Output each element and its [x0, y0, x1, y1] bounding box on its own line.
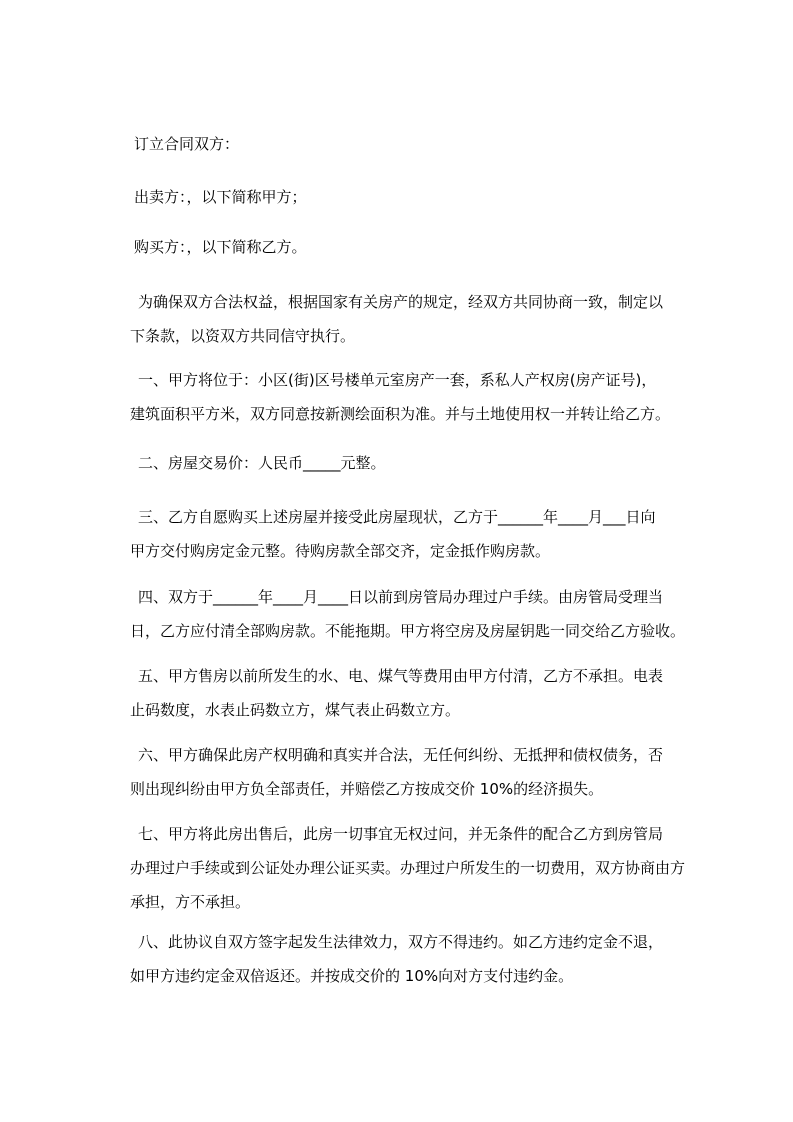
paragraph-line: 办理过户手续或到公证处办理公证买卖。办理过户所发生的一切费用，双方协商由方	[130, 859, 686, 877]
clause-5-utility-fees	[130, 659, 694, 727]
contract-parties-heading-text: 订立合同双方：	[134, 135, 240, 153]
clause-3-deposit	[130, 500, 694, 568]
paragraph-line: 为确保双方合法权益，根据国家有关房产的规定，经双方共同协商一致，制定以	[138, 293, 664, 311]
paragraph-line: 建筑面积平方米，双方同意按新测绘面积为准。并与土地使用权一并转让给乙方。	[130, 405, 671, 423]
paragraph-line: 止码数度，水表止码数立方，煤气表止码数立方。	[130, 701, 461, 719]
paragraph-line: 承担，方不承担。	[130, 893, 251, 911]
paragraph-line: 六、甲方确保此房产权明确和真实并合法，无任何纠纷、无抵押和债权债务，否	[138, 746, 664, 764]
paragraph-line: 一、甲方将位于：小区(街)区号楼单元室房产一套，系私人产权房(房产证号)，	[138, 371, 657, 389]
buyer-line	[134, 230, 694, 264]
paragraph-line: 甲方交付购房定金元整。待购房款全部交齐，定金抵作购房款。	[130, 542, 551, 560]
clause-6-title-guarantee	[130, 738, 694, 806]
clause-4-transfer-procedures	[130, 580, 694, 648]
clause-1-property-location	[130, 363, 694, 431]
paragraph-line: 下条款，以资双方共同信守执行。	[130, 327, 356, 345]
clause-2-transaction-price	[134, 446, 694, 480]
clause-7-cooperation	[130, 817, 694, 919]
seller-line	[134, 180, 694, 214]
contract-parties-heading	[134, 127, 694, 161]
paragraph-line: 日，乙方应付清全部购房款。不能拖期。甲方将空房及房屋钥匙一同交给乙方验收。	[130, 622, 686, 640]
buyer-line-text: 购买方：，以下简称乙方。	[134, 238, 307, 256]
preamble-paragraph	[130, 285, 694, 353]
clause-8-legal-effect	[130, 925, 694, 993]
paragraph-line: 五、甲方售房以前所发生的水、电、煤气等费用由甲方付清，乙方不承担。电表	[138, 667, 664, 685]
paragraph-line: 二、房屋交易价：人民币_____元整。	[138, 454, 386, 472]
paragraph-line: 如甲方违约定金双倍返还。并按成交价的 10%向对方支付违约金。	[130, 967, 574, 985]
seller-line-text: 出卖方：，以下简称甲方；	[134, 188, 307, 206]
paragraph-line: 七、甲方将此房出售后，此房一切事宜无权过问，并无条件的配合乙方到房管局	[138, 825, 664, 843]
paragraph-line: 则出现纠纷由甲方负全部责任，并赔偿乙方按成交价 10%的经济损失。	[130, 780, 604, 798]
paragraph-line: 八、此协议自双方签字起发生法律效力，双方不得违约。如乙方违约定金不退，	[138, 933, 664, 951]
paragraph-line: 四、双方于______年____月____日以前到房管局办理过户手续。由房管局受理当	[138, 588, 664, 606]
paragraph-line: 三、乙方自愿购买上述房屋并接受此房屋现状，乙方于______年____月___日向	[138, 508, 656, 526]
